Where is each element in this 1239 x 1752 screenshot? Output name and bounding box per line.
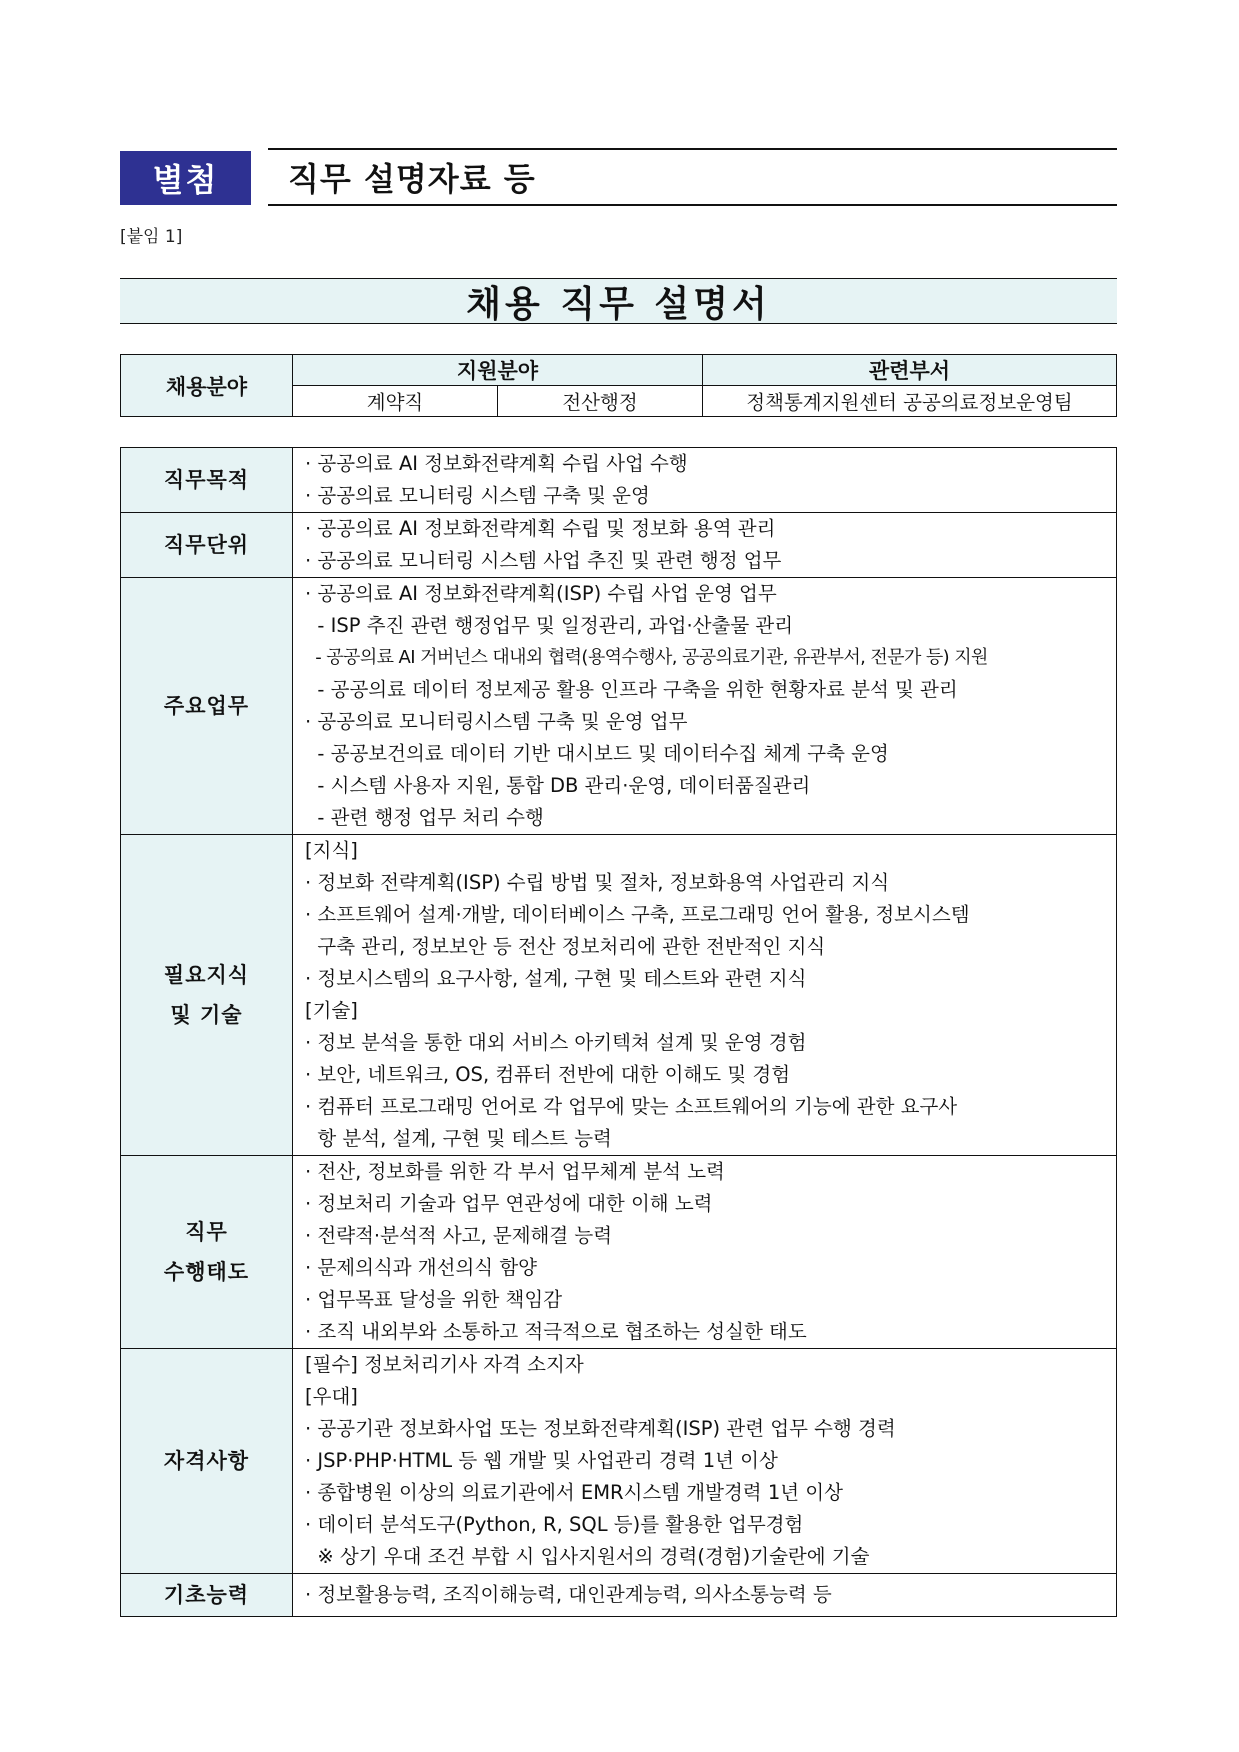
- content-line: · 공공기관 정보화사업 또는 정보화전략계획(ISP) 관련 업무 수행 경력: [305, 1417, 896, 1440]
- section-label: [121, 1574, 293, 1617]
- content-line: · 공공의료 모니터링 시스템 사업 추진 및 관련 행정 업무: [305, 549, 782, 572]
- section-label: [121, 835, 293, 1156]
- annex-title: 직무 설명자료 등: [268, 148, 1117, 206]
- content-line: 항 분석, 설계, 구현 및 테스트 능력: [305, 1127, 612, 1150]
- content-line: - ISP 추진 관련 행정업무 및 일정관리, 과업·산출물 관리: [305, 614, 794, 637]
- document-title: 채용 직무 설명서: [120, 278, 1117, 324]
- content-line: · 정보 분석을 통한 대외 서비스 아키텍쳐 설계 및 운영 경험: [305, 1031, 807, 1054]
- content-line: [기술]: [305, 999, 358, 1022]
- content-line: · 데이터 분석도구(Python, R, SQL 등)를 활용한 업무경험: [305, 1513, 804, 1536]
- section-label: [121, 578, 293, 835]
- content-line: · 업무목표 달성을 위한 책임감: [305, 1288, 563, 1311]
- section-label-line: 및 기술: [170, 1003, 243, 1027]
- department-value: 정책통계지원센터 공공의료정보운영팀: [703, 386, 1117, 417]
- content-line: · 정보처리 기술과 업무 연관성에 대한 이해 노력: [305, 1192, 713, 1215]
- content-line: [우대]: [305, 1385, 358, 1408]
- content-line: · 공공의료 모니터링 시스템 구축 및 운영: [305, 484, 650, 507]
- section-label: [121, 1156, 293, 1349]
- section-row: [121, 513, 1117, 578]
- content-line: - 공공보건의료 데이터 기반 대시보드 및 데이터수집 체계 구축 운영: [305, 742, 889, 765]
- section-label-line: 수행태도: [163, 1260, 250, 1284]
- section-label-line: 자격사항: [163, 1449, 250, 1473]
- section-content: [293, 1156, 1117, 1349]
- content-line: · 공공의료 AI 정보화전략계획(ISP) 수립 사업 운영 업무: [305, 582, 777, 605]
- section-label-line: 직무: [185, 1220, 228, 1244]
- section-label: [121, 1349, 293, 1574]
- section-content: [293, 1574, 1117, 1617]
- content-line: - 관련 행정 업무 처리 수행: [305, 806, 544, 829]
- content-line: · 종합병원 이상의 의료기관에서 EMR시스템 개발경력 1년 이상: [305, 1481, 843, 1504]
- content-line: 구축 관리, 정보보안 등 전산 정보처리에 관한 전반적인 지식: [305, 935, 826, 958]
- section-content: [293, 578, 1117, 835]
- section-label: [121, 448, 293, 513]
- content-line: · 공공의료 모니터링시스템 구축 및 운영 업무: [305, 710, 688, 733]
- content-line: · 전략적·분석적 사고, 문제해결 능력: [305, 1224, 613, 1247]
- section-label-line: 기초능력: [163, 1583, 250, 1607]
- section-content: [293, 513, 1117, 578]
- annex-header: [120, 148, 1117, 206]
- content-line: · 전산, 정보화를 위한 각 부서 업무체계 분석 노력: [305, 1160, 725, 1183]
- section-row: [121, 448, 1117, 513]
- content-line: · 정보활용능력, 조직이해능력, 대인관계능력, 의사소통능력 등: [305, 1583, 832, 1606]
- section-label-line: 직무목적: [163, 468, 250, 492]
- support-field-header: 지원분야: [293, 355, 703, 386]
- content-line: ※ 상기 우대 조건 부합 시 입사지원서의 경력(경험)기술란에 기술: [305, 1545, 870, 1568]
- content-line: · 정보화 전략계획(ISP) 수립 방법 및 절차, 정보화용역 사업관리 지식: [305, 871, 890, 894]
- content-line: · 정보시스템의 요구사항, 설계, 구현 및 테스트와 관련 지식: [305, 967, 807, 990]
- content-line: · 공공의료 AI 정보화전략계획 수립 및 정보화 용역 관리: [305, 517, 776, 540]
- support-field-value: 전산행정: [498, 386, 703, 417]
- department-header: 관련부서: [703, 355, 1117, 386]
- content-line: [필수] 정보처리기사 자격 소지자: [305, 1353, 584, 1376]
- content-line: - 시스템 사용자 지원, 통합 DB 관리·운영, 데이터품질관리: [305, 774, 811, 797]
- section-row: [121, 1349, 1117, 1574]
- section-content: [293, 448, 1117, 513]
- content-line: - 공공의료 AI 거버넌스 대내외 협력(용역수행사, 공공의료기관, 유관부서, 전문가 등) 지원: [305, 647, 988, 668]
- content-line: · 공공의료 AI 정보화전략계획 수립 사업 수행: [305, 452, 688, 475]
- content-line: · 컴퓨터 프로그래밍 언어로 각 업무에 맞는 소프트웨어의 기능에 관한 요구사: [305, 1095, 958, 1118]
- employment-type: 계약직: [293, 386, 498, 417]
- content-line: · 소프트웨어 설계·개발, 데이터베이스 구축, 프로그래밍 언어 활용, 정보시스템: [305, 903, 970, 926]
- section-label-line: 필요지식: [163, 963, 250, 987]
- attachment-label: [붙임 1]: [120, 227, 183, 247]
- field-label: 채용분야: [121, 355, 293, 417]
- content-line: · 조직 내외부와 소통하고 적극적으로 협조하는 성실한 태도: [305, 1320, 807, 1343]
- content-line: · 보안, 네트워크, OS, 컴퓨터 전반에 대한 이해도 및 경험: [305, 1063, 791, 1086]
- section-row: [121, 835, 1117, 1156]
- content-line: · JSP·PHP·HTML 등 웹 개발 및 사업관리 경력 1년 이상: [305, 1449, 778, 1472]
- section-row: [121, 1156, 1117, 1349]
- section-content: [293, 835, 1117, 1156]
- content-line: · 문제의식과 개선의식 함양: [305, 1256, 538, 1279]
- content-line: [지식]: [305, 839, 358, 862]
- section-label-line: 주요업무: [163, 694, 250, 718]
- annex-badge: 별첨: [120, 151, 251, 205]
- overview-table: [120, 354, 1117, 417]
- job-description-table: [120, 447, 1117, 1617]
- content-line: - 공공의료 데이터 정보제공 활용 인프라 구축을 위한 현황자료 분석 및 관리: [305, 678, 958, 701]
- section-label-line: 직무단위: [163, 533, 250, 557]
- section-content: [293, 1349, 1117, 1574]
- section-row: [121, 1574, 1117, 1617]
- section-label: [121, 513, 293, 578]
- section-row: [121, 578, 1117, 835]
